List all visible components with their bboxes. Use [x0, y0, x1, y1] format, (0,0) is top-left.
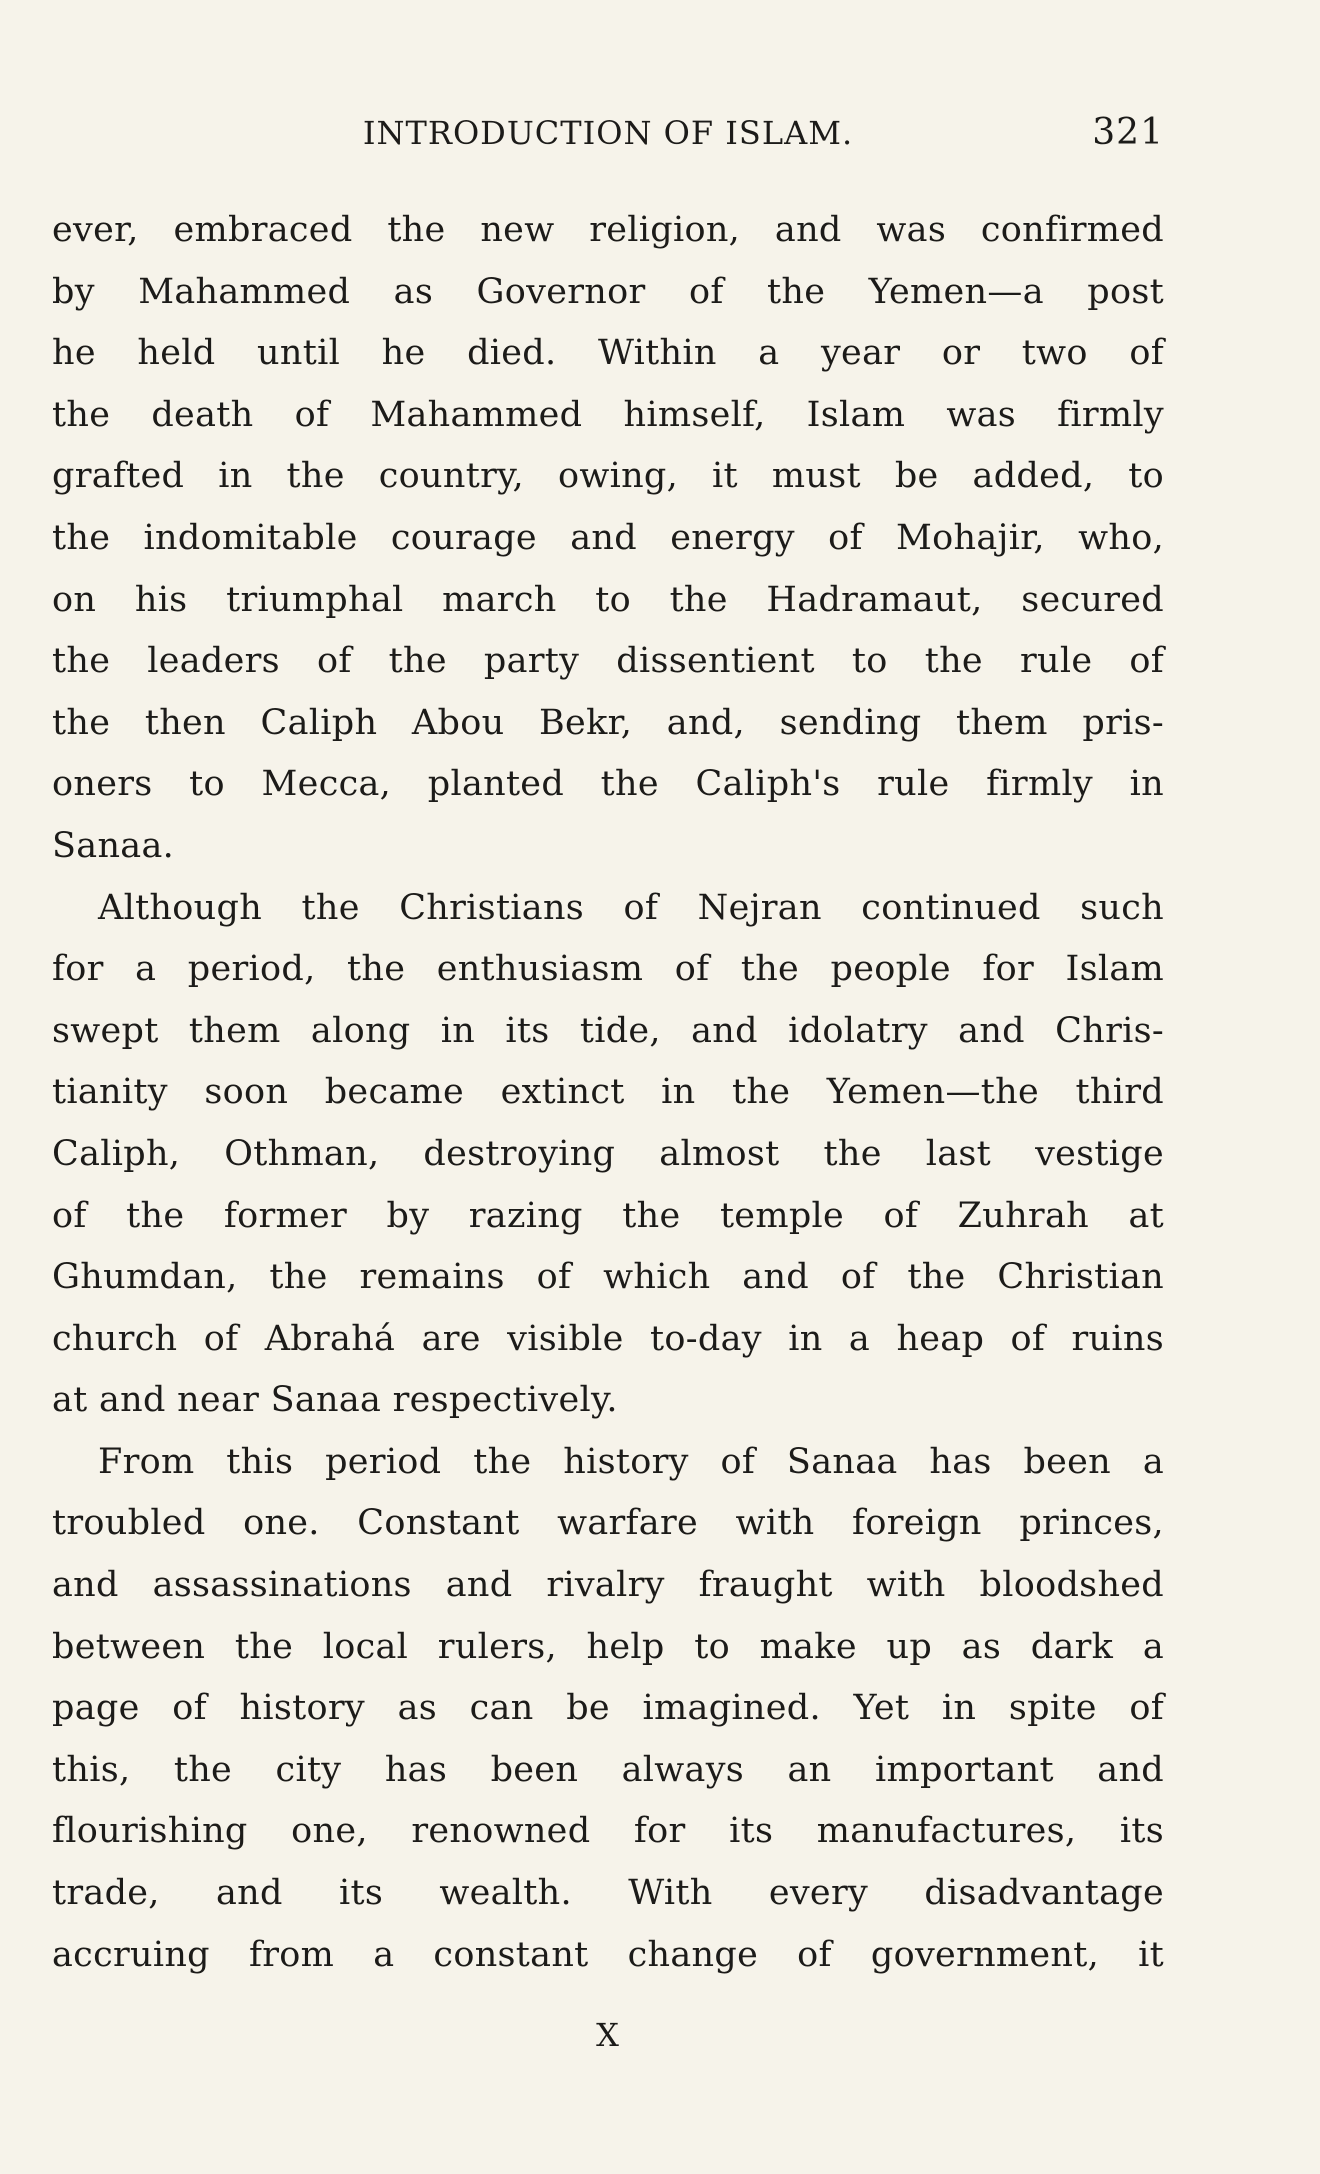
text-line: accruing from a constant change of government, it [52, 1934, 1164, 1975]
text-line: grafted in the country, owing, it must be added, to [52, 456, 1164, 497]
text-line: he held until he died. Within a year or two of [52, 333, 1164, 374]
text-line: Sanaa. [52, 825, 175, 866]
text-line: Although the Christians of Nejran continued such [98, 887, 1164, 928]
text-line: church of Abrahá are visible to-day in a heap of ruins [52, 1318, 1164, 1359]
text-line: swept them along in its tide, and idolatry and Chris- [52, 1010, 1164, 1051]
text-line: the leaders of the party dissentient to the rule of [52, 641, 1164, 682]
text-line: From this period the history of Sanaa has been a [98, 1441, 1164, 1482]
text-line: tianity soon became extinct in the Yemen—the third [52, 1072, 1164, 1113]
text-line: for a period, the enthusiasm of the people for Islam [52, 949, 1164, 990]
body-text [52, 200, 1164, 1986]
text-line: troubled one. Constant warfare with foreign princes, [52, 1503, 1164, 1544]
text-line: oners to Mecca, planted the Caliph's rule firmly in [52, 764, 1164, 805]
text-line: Ghumdan, the remains of which and of the Christian [52, 1257, 1164, 1298]
text-line: the indomitable courage and energy of Mohajir, who, [52, 517, 1164, 558]
text-line: flourishing one, renowned for its manufactures, its [52, 1811, 1164, 1852]
text-line: the death of Mahammed himself, Islam was firmly [52, 394, 1164, 435]
running-title: INTRODUCTION OF ISLAM. [362, 114, 854, 152]
text-line: page of history as can be imagined. Yet in spite of [52, 1688, 1164, 1729]
text-line: of the former by razing the temple of Zuhrah at [52, 1195, 1164, 1236]
text-line: on his triumphal march to the Hadramaut, secured [52, 579, 1164, 620]
text-line: this, the city has been always an important and [52, 1749, 1164, 1790]
text-line: ever, embraced the new religion, and was confirmed [52, 210, 1164, 250]
running-head [52, 108, 1164, 158]
text-line: between the local rulers, help to make up as dark a [52, 1626, 1164, 1667]
text-line: and assassinations and rivalry fraught with bloodshed [52, 1565, 1164, 1606]
signature-mark: X [596, 2016, 620, 2054]
text-line: at and near Sanaa respectively. [52, 1380, 618, 1421]
page-number: 321 [1092, 112, 1164, 153]
text-line: by Mahammed as Governor of the Yemen—a post [52, 271, 1164, 312]
text-line: Caliph, Othman, destroying almost the last vestige [52, 1133, 1164, 1174]
text-line: trade, and its wealth. With every disadvantage [52, 1873, 1164, 1914]
text-line: the then Caliph Abou Bekr, and, sending them pris- [52, 702, 1164, 743]
